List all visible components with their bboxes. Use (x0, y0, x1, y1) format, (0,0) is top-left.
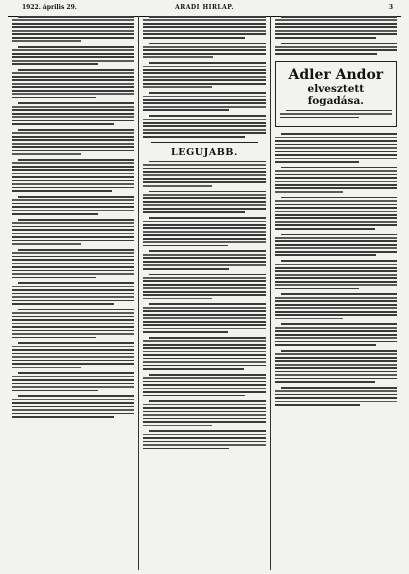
body-paragraph (12, 342, 134, 368)
body-paragraph (12, 219, 134, 245)
column-3 (270, 16, 401, 570)
body-paragraph (275, 387, 397, 406)
body-paragraph (143, 337, 265, 370)
body-paragraph (275, 43, 397, 55)
column-2 (138, 16, 269, 570)
body-paragraph (143, 400, 265, 426)
body-paragraph (12, 249, 134, 278)
body-paragraph (12, 395, 134, 418)
body-paragraph (143, 62, 265, 88)
body-paragraph (275, 234, 397, 257)
body-paragraph (275, 323, 397, 346)
body-paragraph (12, 159, 134, 192)
body-paragraph (143, 161, 265, 187)
newspaper-title: ARADI HIRLAP. (175, 4, 234, 11)
body-paragraph (280, 110, 392, 119)
body-paragraph (275, 350, 397, 383)
body-paragraph (143, 217, 265, 246)
body-paragraph (12, 69, 134, 98)
body-paragraph (275, 197, 397, 230)
body-paragraph (12, 129, 134, 155)
body-paragraph (275, 260, 397, 289)
body-paragraph (143, 92, 265, 111)
body-paragraph (143, 191, 265, 214)
divider (151, 142, 257, 143)
body-paragraph (12, 282, 134, 305)
body-paragraph (275, 293, 397, 319)
body-paragraph (12, 309, 134, 338)
section-title-legujabb: LEGUJABB. (171, 146, 238, 158)
body-paragraph (143, 43, 265, 59)
body-paragraph (143, 16, 265, 39)
body-paragraph (143, 250, 265, 269)
body-paragraph (143, 430, 265, 449)
boxed-notice (275, 61, 397, 128)
body-paragraph (143, 274, 265, 300)
body-paragraph (143, 115, 265, 138)
header-date: 1922. április 29. (22, 4, 77, 11)
body-paragraph (12, 372, 134, 391)
columns (8, 16, 401, 570)
notice-title: Adler Andor (288, 66, 384, 83)
page-header (8, 3, 401, 17)
page-number: 3 (388, 4, 393, 11)
body-paragraph (12, 196, 134, 215)
body-paragraph (275, 133, 397, 162)
body-paragraph (12, 16, 134, 42)
body-paragraph (143, 303, 265, 332)
body-paragraph (275, 16, 397, 39)
body-paragraph (143, 374, 265, 397)
column-1 (8, 16, 138, 570)
notice-subtitle: elvesztett fogadása. (307, 82, 365, 107)
body-paragraph (275, 167, 397, 193)
body-paragraph (12, 46, 134, 65)
body-paragraph (12, 102, 134, 125)
